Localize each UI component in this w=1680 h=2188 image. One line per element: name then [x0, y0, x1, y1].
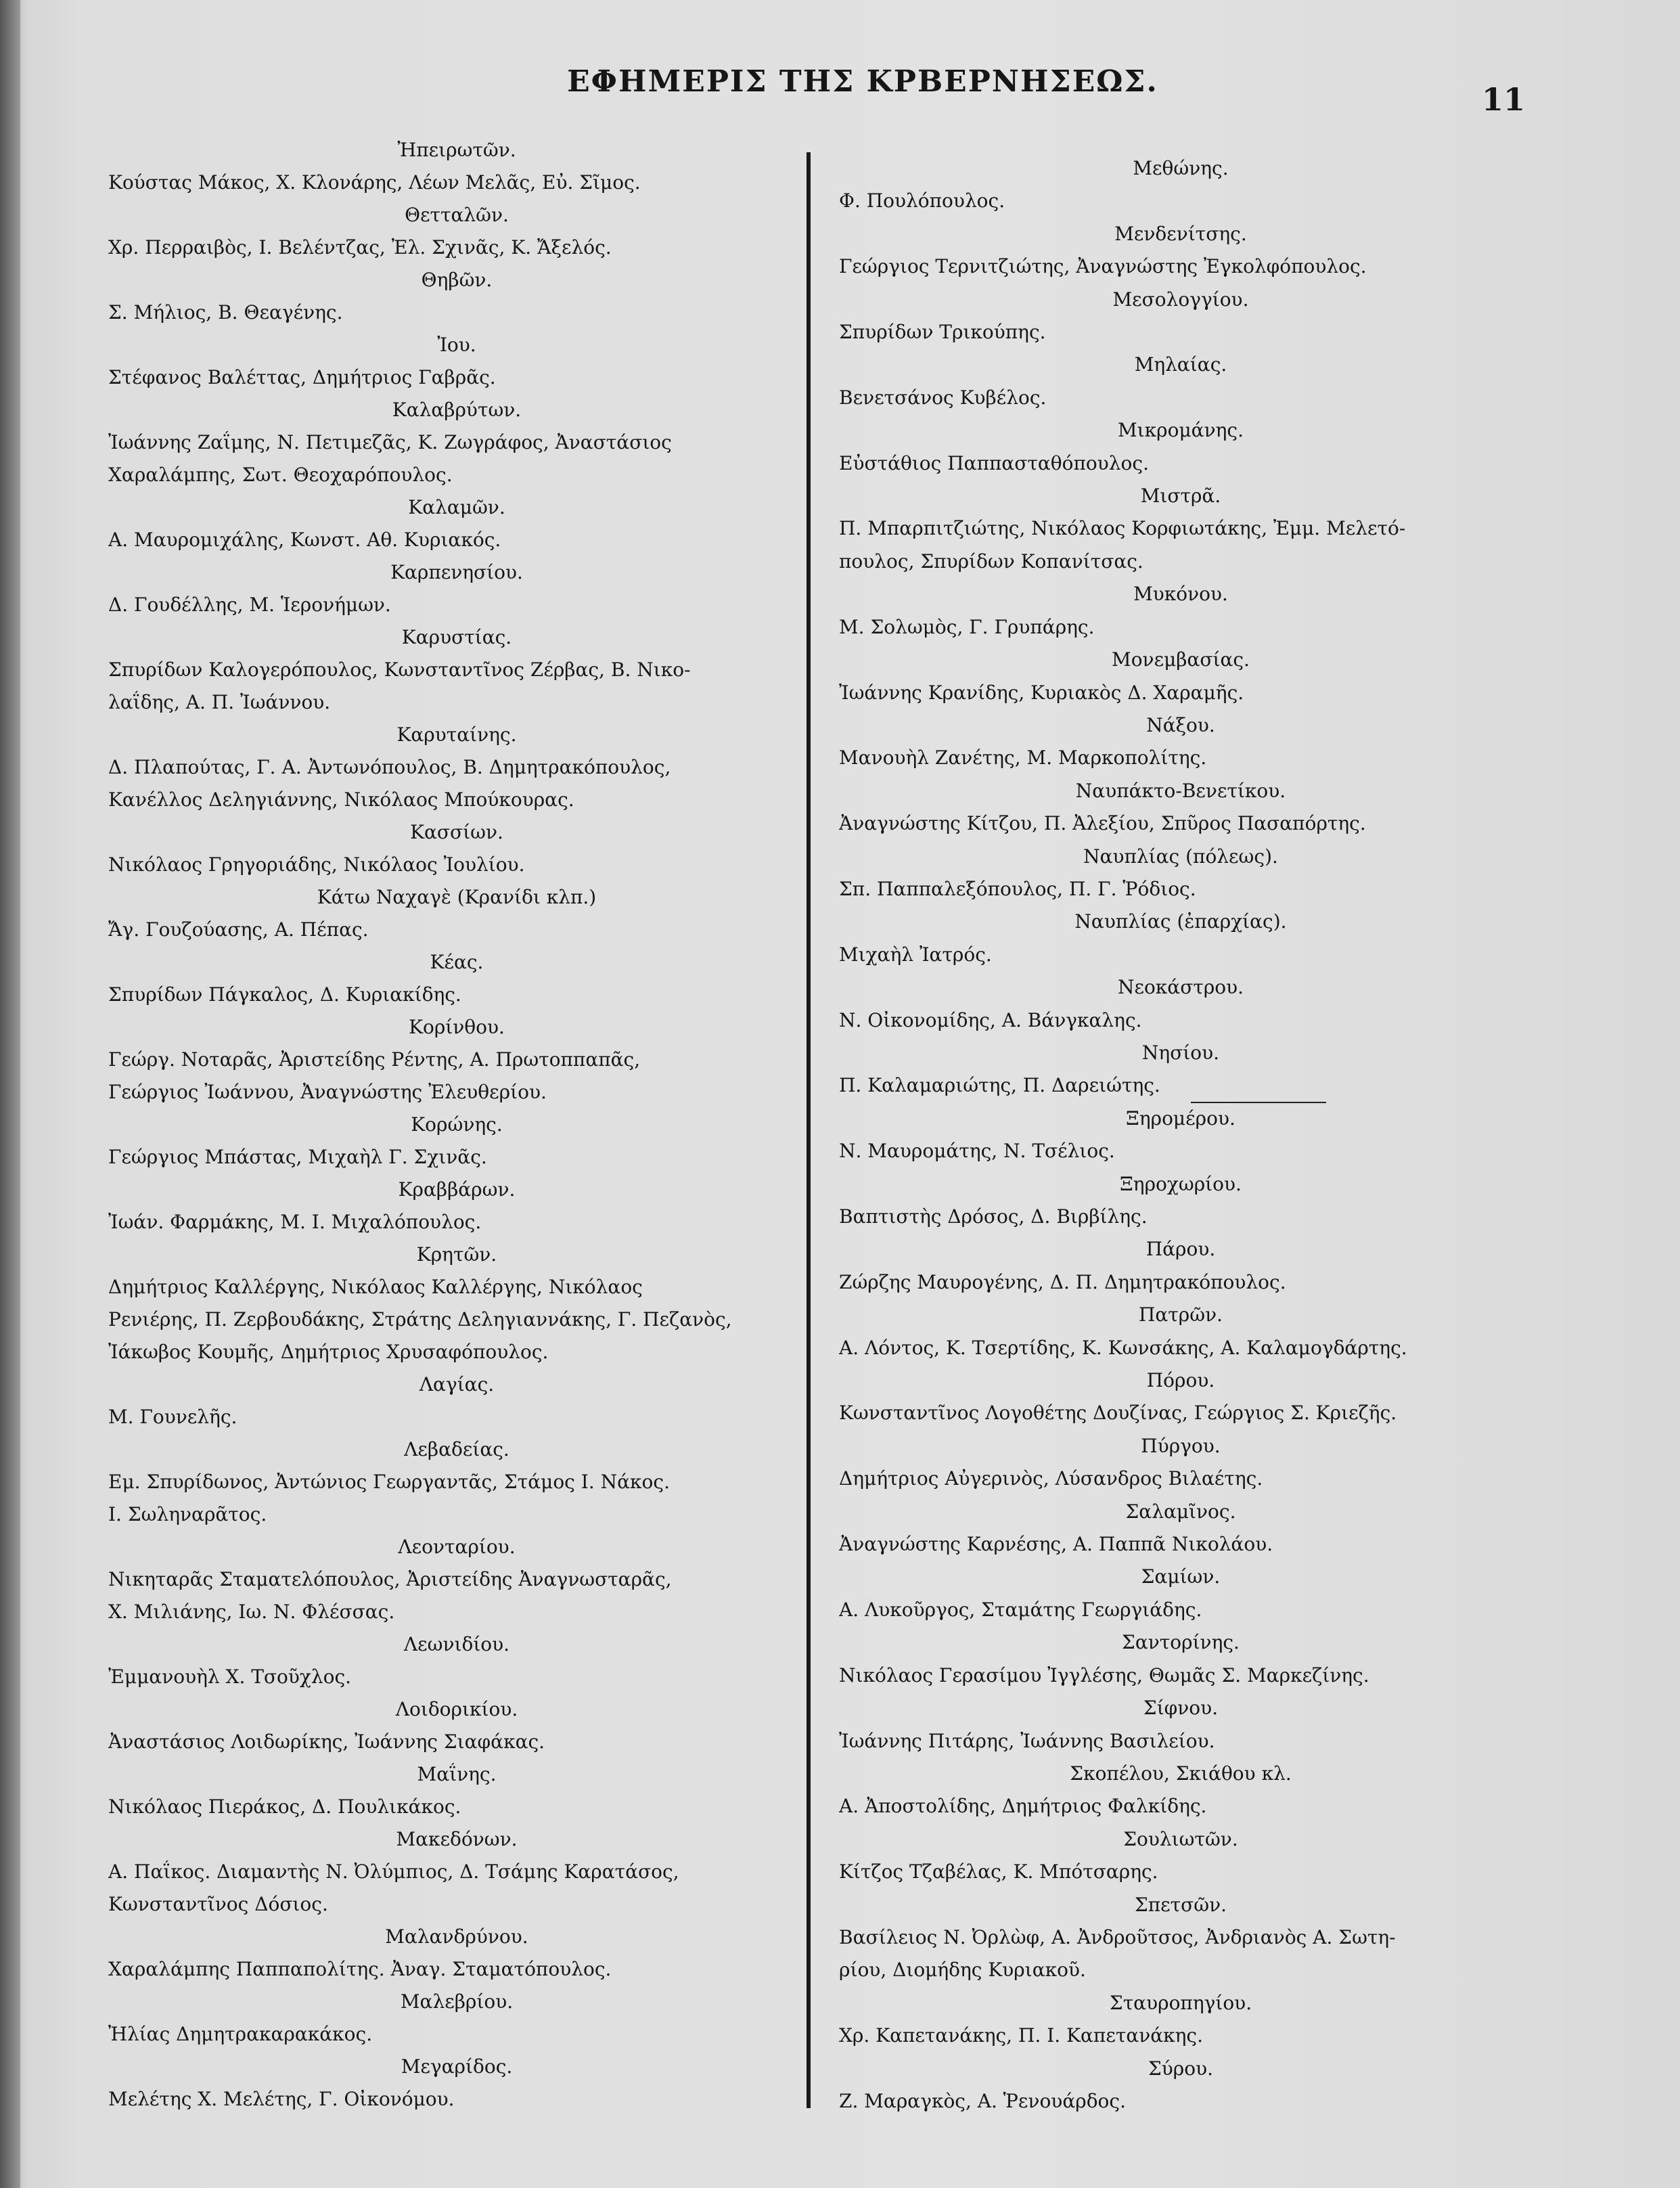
deputy-names: Δ. Πλαπούτας, Γ. Α. Ἀντωνόπουλος, Β. Δημητρακόπουλος,	[108, 756, 671, 778]
deputy-names: λαΐδης, Α. Π. Ἰωάννου.	[108, 691, 331, 713]
deputy-names: Δημήτριος Καλλέργης, Νικόλαος Καλλέργης, Νικόλαος	[108, 1276, 643, 1298]
deputy-names: Εμ. Σπυρίδωνος, Ἀντώνιος Γεωργαντᾶς, Στάμος Ι. Νάκος.	[108, 1471, 670, 1493]
deputy-names: ρίου, Διομήδης Κυριακοῦ.	[839, 1959, 1086, 1981]
district-heading: Θηβῶν.	[421, 269, 493, 291]
deputy-names: Χ. Μιλιάνης, Ιω. Ν. Φλέσσας.	[108, 1601, 395, 1623]
district-heading: Καλαβρύτων.	[392, 399, 522, 421]
deputy-names: Δημήτριος Αὐγερινὸς, Λύσανδρος Βιλαέτης.	[839, 1467, 1263, 1490]
district-heading: Λοιδορικίου.	[395, 1698, 518, 1720]
district-heading: Σουλιωτῶν.	[1123, 1828, 1238, 1850]
district-heading: Κραββάρων.	[398, 1178, 516, 1201]
district-heading: Ναυπλίας (ἐπαρχίας).	[1074, 910, 1287, 933]
district-heading: Μενδενίτσης.	[1114, 223, 1247, 245]
district-heading: Σαμίων.	[1141, 1565, 1221, 1588]
district-heading: Σπετσῶν.	[1134, 1894, 1227, 1916]
deputy-names: Α. Μαυρομιχάλης, Κωνστ. Αθ. Κυριακός.	[108, 529, 501, 551]
deputy-names: Γεώργιος Τερνιτζιώτης, Ἀναγνώστης Ἐγκολφόπουλος.	[839, 255, 1367, 277]
deputy-names: Μανουὴλ Ζανέτης, Μ. Μαρκοπολίτης.	[839, 746, 1207, 769]
running-header-title: ΕΦΗΜΕΡΙΣ ΤΗΣ ΚΡΒΕΡΝΗΣΕΩΣ.	[567, 64, 1158, 99]
district-heading: Καρυστίας.	[401, 626, 512, 648]
deputy-names: Ἀναγνώστης Κίτζου, Π. Ἀλεξίου, Σπῦρος Πασαπόρτης.	[839, 812, 1366, 834]
deputy-names: Π. Καλαμαριώτης, Π. Δαρειώτης.	[839, 1074, 1160, 1096]
deputy-names: Κανέλλος Δεληγιάννης, Νικόλαος Μπούκουρας.	[108, 788, 574, 811]
deputy-names: Βαπτιστὴς Δρόσος, Δ. Βιρβίλης.	[839, 1205, 1148, 1228]
district-heading: Ξηρομέρου.	[1126, 1107, 1235, 1130]
district-heading: Κρητῶν.	[416, 1243, 497, 1266]
district-heading: Νησίου.	[1141, 1042, 1220, 1064]
deputy-names: Φ. Πουλόπουλος.	[839, 189, 1005, 212]
deputy-names: Χρ. Καπετανάκης, Π. Ι. Καπετανάκης.	[839, 2024, 1204, 2047]
deputy-names: Ἰωάννης Ζαΐμης, Ν. Πετιμεζᾶς, Κ. Ζωγράφος, Ἀναστάσιος	[108, 431, 672, 453]
deputy-names: Μιχαὴλ Ἰατρός.	[839, 943, 992, 966]
deputy-names: Ν. Οἰκονομίδης, Α. Βάνγκαλης.	[839, 1009, 1142, 1031]
deputy-names: Ἀναγνώστης Καρνέσης, Α. Παππᾶ Νικολάου.	[839, 1533, 1273, 1555]
deputy-names: Ἰάκωβος Κουμῆς, Δημήτριος Χρυσαφόπουλος.	[108, 1341, 549, 1363]
district-heading: Κασσίων.	[410, 821, 503, 843]
deputy-names: Π. Μπαρπιτζιώτης, Νικόλαος Κορφιωτάκης, Ἐμμ. Μελετό-	[839, 517, 1406, 539]
deputy-names: Α. Λυκοῦργος, Σταμάτης Γεωργιάδης.	[839, 1599, 1202, 1621]
deputy-names: Ἰωάν. Φαρμάκης, Μ. Ι. Μιχαλόπουλος.	[108, 1211, 482, 1233]
deputy-names: Βενετσάνος Κυβέλος.	[839, 386, 1047, 409]
deputy-names: Κωνσταντῖνος Δόσιος.	[108, 1893, 328, 1915]
deputy-names: Ρενιέρης, Π. Ζερβουδάκης, Στράτης Δεληγιαννάκης, Γ. Πεζανὸς,	[108, 1308, 732, 1331]
deputy-names: Δ. Γουδέλλης, Μ. Ἱερονήμων.	[108, 594, 391, 616]
district-heading: Λεβαδείας.	[404, 1438, 509, 1460]
deputy-names: Βασίλειος Ν. Ὀρλὼφ, Α. Ἀνδροῦτσος, Ἀνδριανὸς Α. Σωτη-	[839, 1926, 1396, 1948]
district-heading: Λεονταρίου.	[398, 1536, 516, 1558]
district-heading: Ἠπειρωτῶν.	[397, 139, 516, 161]
binding-shadow	[0, 0, 20, 2188]
district-heading: Μαλανδρύνου.	[385, 1925, 528, 1948]
deputy-names: Σπυρίδων Τρικούπης.	[839, 321, 1046, 343]
district-heading: Καρυταίνης.	[396, 723, 517, 746]
district-heading: Σύρου.	[1148, 2057, 1214, 2080]
deputy-names: Μελέτης Χ. Μελέτης, Γ. Οἰκονόμου.	[108, 2088, 455, 2110]
district-heading: Μεσολογγίου.	[1112, 288, 1249, 311]
district-heading: Σαλαμῖνος.	[1125, 1500, 1236, 1523]
deputy-names: Ἰωάννης Κρανίδης, Κυριακὸς Δ. Χαραμῆς.	[839, 682, 1244, 704]
deputy-names: Ζώρζης Μαυρογένης, Δ. Π. Δημητρακόπουλος.	[839, 1271, 1286, 1293]
right-column-rule	[1191, 1102, 1326, 1103]
district-heading: Ναυπάκτο-Βενετίκου.	[1075, 780, 1286, 802]
district-heading: Μαΐνης.	[417, 1763, 497, 1785]
district-heading: Ξηροχωρίου.	[1120, 1173, 1242, 1195]
deputy-names: Ζ. Μαραγκὸς, Α. Ῥενουάρδος.	[839, 2090, 1126, 2112]
deputy-names: Γεώργιος Μπάστας, Μιχαὴλ Γ. Σχινᾶς.	[108, 1146, 487, 1168]
deputy-names: Ἐμμανουὴλ Χ. Τσοῦχλος.	[108, 1666, 352, 1688]
district-heading: Μαλεβρίου.	[400, 1990, 514, 2013]
district-heading: Μονεμβασίας.	[1112, 648, 1250, 671]
district-heading: Καλαμῶν.	[408, 496, 505, 518]
district-heading: Κορίνθου.	[409, 1016, 505, 1038]
district-heading: Θετταλῶν.	[405, 204, 509, 226]
district-heading: Κάτω Ναχαγὲ (Κρανίδι κλπ.)	[317, 886, 597, 908]
deputy-names: Ἄγ. Γουζούασης, Α. Πέπας.	[108, 918, 369, 941]
district-heading: Μικρομάνης.	[1118, 419, 1244, 441]
deputy-names: Ἠλίας Δημητρακαρακάκος.	[108, 2023, 373, 2045]
deputy-names: Κωνσταντῖνος Λογοθέτης Δουζίνας, Γεώργιος Σ. Κριεζῆς.	[839, 1402, 1397, 1424]
deputy-names: Ι. Σωληναρᾶτος.	[108, 1503, 267, 1525]
district-heading: Πόρου.	[1146, 1369, 1215, 1391]
deputy-names: Σπυρίδων Πάγκαλος, Δ. Κυριακίδης.	[108, 983, 461, 1006]
district-heading: Μυκόνου.	[1133, 583, 1228, 605]
deputy-names: Μ. Γουνελῆς.	[108, 1406, 237, 1428]
deputy-names: Μ. Σολωμὸς, Γ. Γρυπάρης.	[839, 616, 1095, 638]
district-heading: Κορώνης.	[411, 1113, 503, 1136]
deputy-names: Χαραλάμπης, Σωτ. Θεοχαρόπουλος.	[108, 464, 453, 486]
district-heading: Πατρῶν.	[1138, 1303, 1223, 1326]
deputy-names: Νικόλαος Γερασίμου Ἰγγλέσης, Θωμᾶς Σ. Μαρκεζίνης.	[839, 1664, 1369, 1687]
deputy-names: Σπυρίδων Καλογερόπουλος, Κωνσταντῖνος Ζέρβας, Β. Νικο-	[108, 658, 691, 681]
district-heading: Λεωνιδίου.	[403, 1633, 510, 1655]
district-heading: Νάξου.	[1146, 714, 1215, 736]
page-number: 11	[1482, 81, 1526, 118]
deputy-names: Κίτζος Τζαβέλας, Κ. Μπότσαρης.	[839, 1860, 1158, 1883]
deputy-names: πουλος, Σπυρίδων Κοπανίτσας.	[839, 550, 1143, 573]
deputy-names: Νικόλαος Γρηγοριάδης, Νικόλαος Ἰουλίου.	[108, 853, 525, 876]
district-heading: Πάρου.	[1145, 1238, 1216, 1260]
district-heading: Μιστρᾶ.	[1140, 485, 1221, 507]
district-heading: Καρπενησίου.	[390, 561, 523, 583]
deputy-names: Νικηταρᾶς Σταματελόπουλος, Ἀριστείδης Ἀναγνωσταρᾶς,	[108, 1568, 672, 1590]
district-heading: Σκοπέλου, Σκιάθου κλ.	[1070, 1762, 1292, 1785]
district-heading: Σταυροπηγίου.	[1109, 1992, 1252, 2014]
district-heading: Σίφνου.	[1143, 1697, 1219, 1719]
deputy-names: Ἀναστάσιος Λοιδωρίκης, Ἰωάννης Σιαφάκας.	[108, 1731, 545, 1753]
deputy-names: Γεώργ. Νοταρᾶς, Ἀριστείδης Ρέντης, Α. Πρωτοππαπᾶς,	[108, 1048, 641, 1071]
district-heading: Κέας.	[430, 951, 484, 973]
deputy-names: Α. Ἀποστολίδης, Δημήτριος Φαλκίδης.	[839, 1795, 1207, 1817]
district-heading: Νεοκάστρου.	[1117, 976, 1244, 998]
deputy-names: Χαραλάμπης Παππαπολίτης. Ἀναγ. Σταματόπουλος.	[108, 1958, 612, 1980]
deputy-names: Στέφανος Βαλέττας, Δημήτριος Γαβρᾶς.	[108, 366, 496, 388]
deputy-names: Χρ. Περραιβὸς, Ι. Βελέντζας, Ἐλ. Σχινᾶς, Κ. Ἄξελός.	[108, 236, 612, 259]
deputy-names: Α. Παΐκος. Διαμαντὴς Ν. Ὀλύμπιος, Δ. Τσάμης Καρατάσος,	[108, 1860, 679, 1883]
district-heading: Πύργου.	[1141, 1435, 1221, 1457]
deputy-names: Κούστας Μάκος, Χ. Κλονάρης, Λέων Μελᾶς, Εὐ. Σῖμος.	[108, 171, 641, 194]
district-heading: Μεγαρίδος.	[401, 2055, 513, 2078]
deputy-names: Σ. Μήλιος, Β. Θεαγένης.	[108, 301, 343, 323]
district-heading: Μακεδόνων.	[396, 1828, 518, 1850]
district-heading: Σαντορίνης.	[1122, 1631, 1240, 1653]
deputy-names: Ἰωάννης Πιτάρης, Ἰωάννης Βασιλείου.	[839, 1730, 1215, 1752]
district-heading: Ναυπλίας (πόλεως).	[1083, 845, 1278, 868]
deputy-names: Σπ. Παππαλεξόπουλος, Π. Γ. Ῥόδιος.	[839, 878, 1196, 900]
deputy-names: Εὐστάθιος Παππασταθόπουλος.	[839, 452, 1149, 474]
district-heading: Ἰου.	[437, 334, 476, 356]
deputy-names: Ν. Μαυρομάτης, Ν. Τσέλιος.	[839, 1140, 1115, 1162]
deputy-names: Γεώργιος Ἰωάννου, Ἀναγνώστης Ἐλευθερίου.	[108, 1081, 547, 1103]
deputy-names: Νικόλαος Πιεράκος, Δ. Πουλικάκος.	[108, 1795, 461, 1818]
district-heading: Λαγίας.	[419, 1373, 495, 1396]
deputy-names: Α. Λόντος, Κ. Τσερτίδης, Κ. Κωνσάκης, Α. Καλαμογδάρτης.	[839, 1337, 1407, 1359]
district-heading: Μηλαίας.	[1134, 353, 1227, 376]
column-divider	[807, 152, 811, 2108]
district-heading: Μεθώνης.	[1133, 157, 1229, 179]
